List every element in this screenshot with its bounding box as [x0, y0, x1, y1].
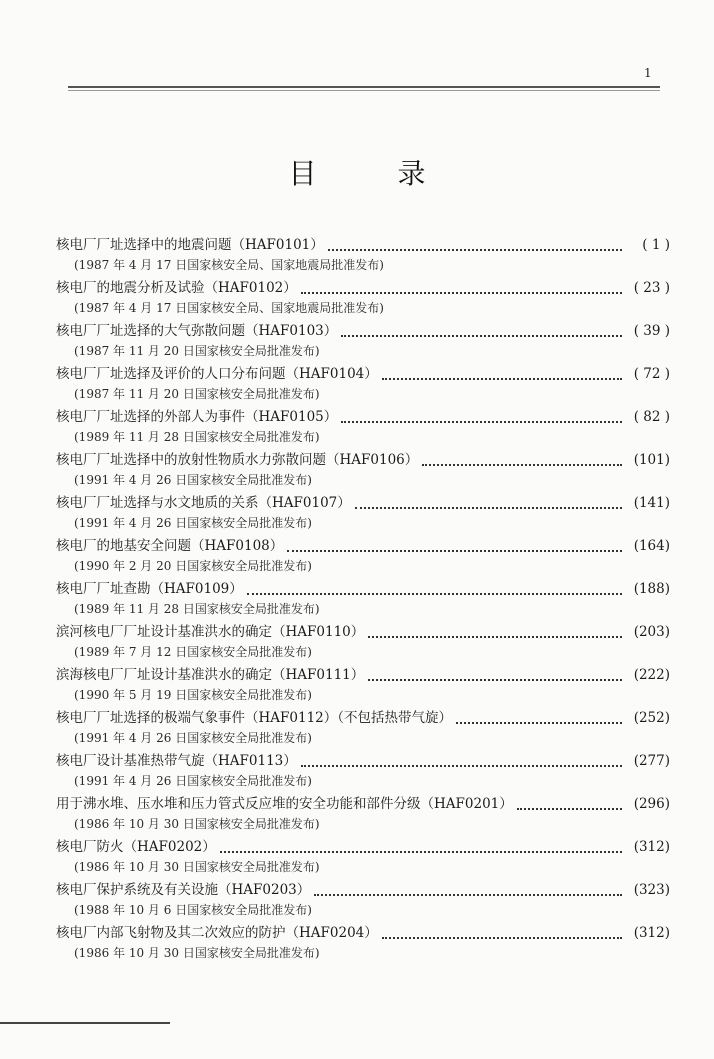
toc-entry-line — [56, 491, 670, 512]
dot-leader — [368, 627, 622, 638]
toc-entry-line — [56, 663, 670, 684]
toc-entry-title: 核电厂的地基安全问题（HAF0108） — [56, 538, 284, 554]
toc-entry[interactable] — [56, 276, 670, 319]
dot-leader — [517, 799, 622, 810]
toc-entry-page: (312) — [633, 839, 670, 855]
toc-entry[interactable] — [56, 835, 670, 878]
dot-leader — [368, 670, 622, 681]
dot-leader — [301, 756, 622, 767]
toc-entry[interactable] — [56, 319, 670, 362]
dot-leader — [314, 885, 622, 896]
toc-entry-note: (1987 年 11 月 20 日国家核安全局批准发布) — [74, 344, 320, 358]
toc-entry-page: ( 72 ) — [633, 366, 670, 382]
toc-entry-page: (164) — [633, 538, 670, 554]
page-title: 目 录 — [288, 157, 462, 190]
toc-entry-line — [56, 534, 670, 555]
toc-entry-title: 核电厂设计基准热带气旋（HAF0113） — [56, 753, 297, 769]
toc-entry-title: 核电厂厂址选择中的地震问题（HAF0101） — [56, 237, 324, 253]
toc-entry[interactable] — [56, 878, 670, 921]
toc-entry[interactable] — [56, 921, 670, 964]
toc-entry-note: (1989 年 11 月 28 日国家核安全局批准发布) — [74, 602, 320, 616]
dot-leader — [456, 713, 622, 724]
toc-entry-note: (1991 年 4 月 26 日国家核安全局批准发布) — [74, 774, 312, 788]
footer-rule — [0, 1022, 170, 1024]
toc-entry-line — [56, 319, 670, 340]
toc-entry[interactable] — [56, 663, 670, 706]
toc-entry-page: (296) — [633, 796, 670, 812]
toc-entry-note: (1990 年 2 月 20 日国家核安全局批准发布) — [74, 559, 312, 573]
toc-entry-note: (1991 年 4 月 26 日国家核安全局批准发布) — [74, 516, 312, 530]
toc-entry-line — [56, 706, 670, 727]
toc-entry-title: 核电厂保护系统及有关设施（HAF0203） — [56, 882, 311, 898]
toc-entry-title: 核电厂厂址选择中的放射性物质水力弥散问题（HAF0106） — [56, 452, 419, 468]
toc-entry-page: (323) — [633, 882, 670, 898]
toc-entry-page: ( 1 ) — [642, 237, 670, 253]
toc-entry-note: (1986 年 10 月 30 日国家核安全局批准发布) — [74, 817, 320, 831]
toc-entry-title: 核电厂防火（HAF0202） — [56, 839, 216, 855]
toc-entry[interactable] — [56, 749, 670, 792]
table-of-contents — [56, 233, 670, 964]
toc-entry-page: (188) — [633, 581, 670, 597]
toc-entry-title: 核电厂厂址查勘（HAF0109） — [56, 581, 243, 597]
toc-entry-note: (1987 年 4 月 17 日国家核安全局、国家地震局批准发布) — [74, 301, 384, 315]
toc-entry-note: (1987 年 11 月 20 日国家核安全局批准发布) — [74, 387, 320, 401]
header-rule-secondary — [68, 90, 660, 91]
toc-entry-page: ( 82 ) — [633, 409, 670, 425]
dot-leader — [220, 842, 622, 853]
toc-entry-page: (222) — [633, 667, 670, 683]
dot-leader — [247, 584, 622, 595]
toc-entry-page: ( 39 ) — [633, 323, 670, 339]
toc-entry[interactable] — [56, 706, 670, 749]
toc-entry-line — [56, 620, 670, 641]
dot-leader — [382, 369, 622, 380]
toc-entry-title: 用于沸水堆、压水堆和压力管式反应堆的安全功能和部件分级（HAF0201） — [56, 796, 513, 812]
dot-leader — [341, 412, 622, 423]
dot-leader — [422, 455, 622, 466]
toc-entry-line — [56, 835, 670, 856]
toc-entry-note: (1991 年 4 月 26 日国家核安全局批准发布) — [74, 473, 312, 487]
dot-leader — [301, 283, 622, 294]
toc-entry-page: ( 23 ) — [633, 280, 670, 296]
toc-entry-line — [56, 276, 670, 297]
toc-entry-note: (1989 年 11 月 28 日国家核安全局批准发布) — [74, 430, 320, 444]
toc-entry-title: 核电厂厂址选择的大气弥散问题（HAF0103） — [56, 323, 338, 339]
toc-entry-note: (1991 年 4 月 26 日国家核安全局批准发布) — [74, 731, 312, 745]
dot-leader — [328, 240, 622, 251]
toc-entry-note: (1986 年 10 月 30 日国家核安全局批准发布) — [74, 946, 320, 960]
toc-entry-title: 核电厂厂址选择的外部人为事件（HAF0105） — [56, 409, 338, 425]
toc-entry[interactable] — [56, 620, 670, 663]
toc-entry[interactable] — [56, 491, 670, 534]
toc-entry-title: 核电厂厂址选择的极端气象事件（HAF0112）（不包括热带气旋） — [56, 710, 452, 726]
toc-entry-page: (203) — [633, 624, 670, 640]
toc-entry-page: (277) — [633, 753, 670, 769]
header-rule — [68, 86, 660, 88]
toc-entry-title: 核电厂厂址选择与水文地质的关系（HAF0107） — [56, 495, 351, 511]
toc-entry-line — [56, 405, 670, 426]
toc-entry-page: (101) — [633, 452, 670, 468]
dot-leader — [382, 928, 622, 939]
toc-entry-title: 滨河核电厂厂址设计基准洪水的确定（HAF0110） — [56, 624, 365, 640]
dot-leader — [287, 541, 622, 552]
dot-leader — [355, 498, 622, 509]
toc-entry-note: (1987 年 4 月 17 日国家核安全局、国家地震局批准发布) — [74, 258, 384, 272]
toc-entry-line — [56, 921, 670, 942]
toc-entry-note: (1986 年 10 月 30 日国家核安全局批准发布) — [74, 860, 320, 874]
toc-entry-line — [56, 448, 670, 469]
toc-entry[interactable] — [56, 405, 670, 448]
toc-entry-page: (252) — [633, 710, 670, 726]
toc-entry-title: 核电厂厂址选择及评价的人口分布问题（HAF0104） — [56, 366, 378, 382]
toc-entry-title: 滨海核电厂厂址设计基准洪水的确定（HAF0111） — [56, 667, 365, 683]
toc-entry[interactable] — [56, 577, 670, 620]
toc-entry-line — [56, 233, 670, 254]
toc-entry-page: (312) — [633, 925, 670, 941]
page-number: 1 — [644, 66, 652, 80]
toc-entry-note: (1988 年 10 月 6 日国家核安全局批准发布) — [74, 903, 312, 917]
toc-entry[interactable] — [56, 534, 670, 577]
toc-entry-line — [56, 878, 670, 899]
toc-entry-line — [56, 792, 670, 813]
toc-entry[interactable] — [56, 792, 670, 835]
toc-entry[interactable] — [56, 233, 670, 276]
dot-leader — [341, 326, 622, 337]
toc-entry-title: 核电厂的地震分析及试验（HAF0102） — [56, 280, 297, 296]
toc-entry-note: (1990 年 5 月 19 日国家核安全局批准发布) — [74, 688, 312, 702]
toc-entry-line — [56, 577, 670, 598]
toc-entry-line — [56, 749, 670, 770]
toc-entry-note: (1989 年 7 月 12 日国家核安全局批准发布) — [74, 645, 312, 659]
toc-entry[interactable] — [56, 448, 670, 491]
toc-entry-line — [56, 362, 670, 383]
toc-entry[interactable] — [56, 362, 670, 405]
toc-entry-title: 核电厂内部飞射物及其二次效应的防护（HAF0204） — [56, 925, 378, 941]
toc-entry-page: (141) — [633, 495, 670, 511]
